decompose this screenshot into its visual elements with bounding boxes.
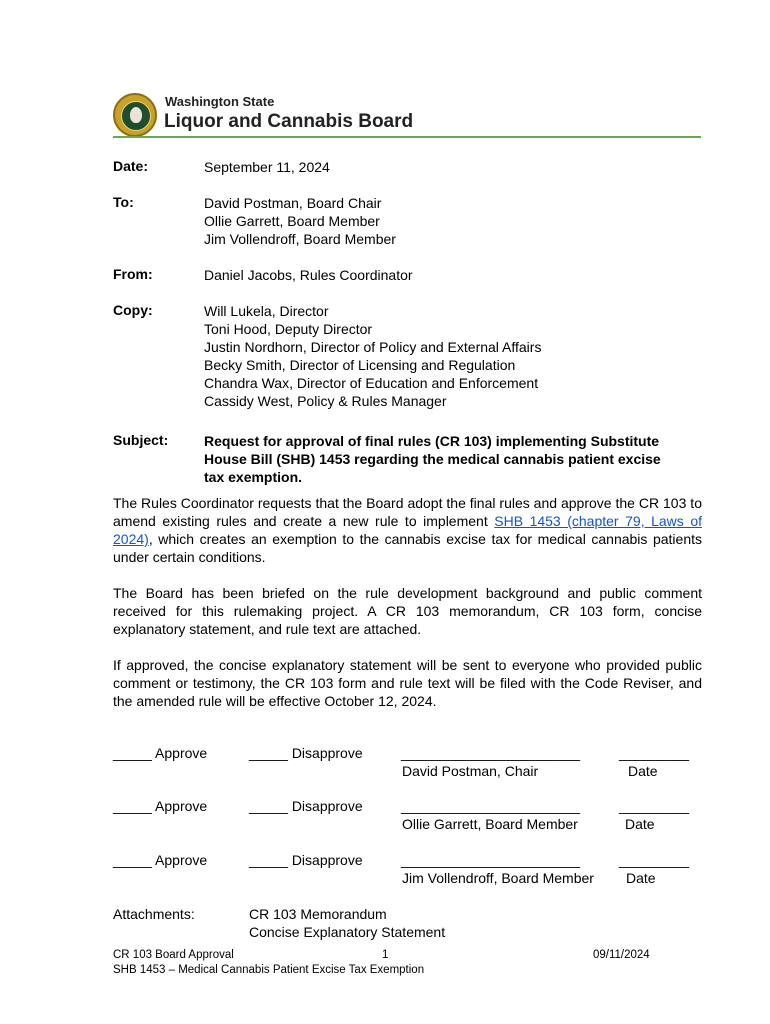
copy-recipient: Justin Nordhorn, Director of Policy and External Affairs (204, 339, 542, 355)
approve-option: _____ Approve (113, 852, 208, 868)
body-paragraph-1: The Rules Coordinator requests that the Board adopt the final rules and approve the CR 103 to amend existing rules and create a new rule to implement SHB 1453 (chapter 79, Laws of 2024), which creates an exemption to the cannabis excise tax for medical cannabis patients under certain conditions. (113, 495, 703, 565)
page-number: 1 (382, 949, 389, 961)
signer-name: David Postman, Chair (402, 763, 539, 779)
signature-line: _______________________ (401, 745, 581, 761)
signature-date-label: Date (628, 763, 658, 779)
signer-name: Jim Vollendroff, Board Member (402, 870, 594, 886)
org-name-line2: Liquor and Cannabis Board (164, 111, 414, 132)
footer-title: CR 103 Board Approval (113, 949, 234, 961)
subject-text (204, 432, 661, 486)
subject-label: Subject: (113, 432, 169, 448)
attachments-label: Attachments: (113, 906, 195, 922)
to-recipient: David Postman, Board Chair (204, 195, 382, 211)
attachments-list (249, 905, 445, 941)
to-recipient: Ollie Garrett, Board Member (204, 213, 380, 229)
disapprove-option: _____ Disapprove (249, 852, 363, 868)
signature-line: _______________________ (401, 798, 581, 814)
disapprove-option: _____ Disapprove (249, 745, 363, 761)
copy-list (204, 302, 541, 410)
subject-line: Request for approval of final rules (CR 103) implementing Substitute (204, 433, 660, 449)
to-recipient: Jim Vollendroff, Board Member (204, 231, 396, 247)
attachment-item: CR 103 Memorandum (249, 906, 387, 922)
footer-date: 09/11/2024 (593, 949, 650, 961)
attachment-item: Concise Explanatory Statement (249, 924, 446, 940)
shb-1453-link[interactable]: SHB 1453 (chapter 79, Laws of 2024) (113, 513, 703, 547)
agency-seal-icon (113, 93, 157, 137)
to-label: To: (113, 194, 134, 210)
from-value: Daniel Jacobs, Rules Coordinator (204, 267, 413, 283)
org-name-line1: Washington State (165, 94, 275, 109)
date-line: _________ (619, 852, 690, 868)
subject-line: House Bill (SHB) 1453 regarding the medical cannabis patient excise (204, 451, 661, 467)
copy-recipient: Cassidy West, Policy & Rules Manager (204, 393, 447, 409)
date-line: _________ (619, 798, 690, 814)
date-value: September 11, 2024 (204, 159, 330, 175)
signature-line: _______________________ (401, 852, 581, 868)
signer-name: Ollie Garrett, Board Member (402, 816, 578, 832)
to-list (204, 194, 396, 248)
signature-date-label: Date (626, 870, 656, 886)
copy-recipient: Becky Smith, Director of Licensing and Regulation (204, 357, 516, 373)
copy-recipient: Will Lukela, Director (204, 303, 329, 319)
date-line: _________ (619, 745, 690, 761)
header-divider (113, 136, 701, 138)
disapprove-option: _____ Disapprove (249, 798, 363, 814)
body-paragraph-3: If approved, the concise explanatory statement will be sent to everyone who provided public comment or testimony, the CR 103 form and rule text will be filed with the Code Reviser, and the amended rule will be effective October 12, 2024. (113, 657, 702, 709)
copy-label: Copy: (113, 302, 153, 318)
subject-line: tax exemption. (204, 469, 303, 485)
from-label: From: (113, 266, 153, 282)
copy-recipient: Toni Hood, Deputy Director (204, 321, 373, 337)
date-label: Date: (113, 158, 149, 174)
approve-option: _____ Approve (113, 745, 208, 761)
footer-subtitle: SHB 1453 – Medical Cannabis Patient Excise Tax Exemption (113, 964, 425, 976)
body-paragraph-2: The Board has been briefed on the rule development background and public comment received for this rulemaking project. A CR 103 memorandum, CR 103 form, concise explanatory statement, and rule text are attached. (113, 585, 702, 637)
approve-option: _____ Approve (113, 798, 208, 814)
signature-date-label: Date (625, 816, 655, 832)
copy-recipient: Chandra Wax, Director of Education and Enforcement (204, 375, 539, 391)
